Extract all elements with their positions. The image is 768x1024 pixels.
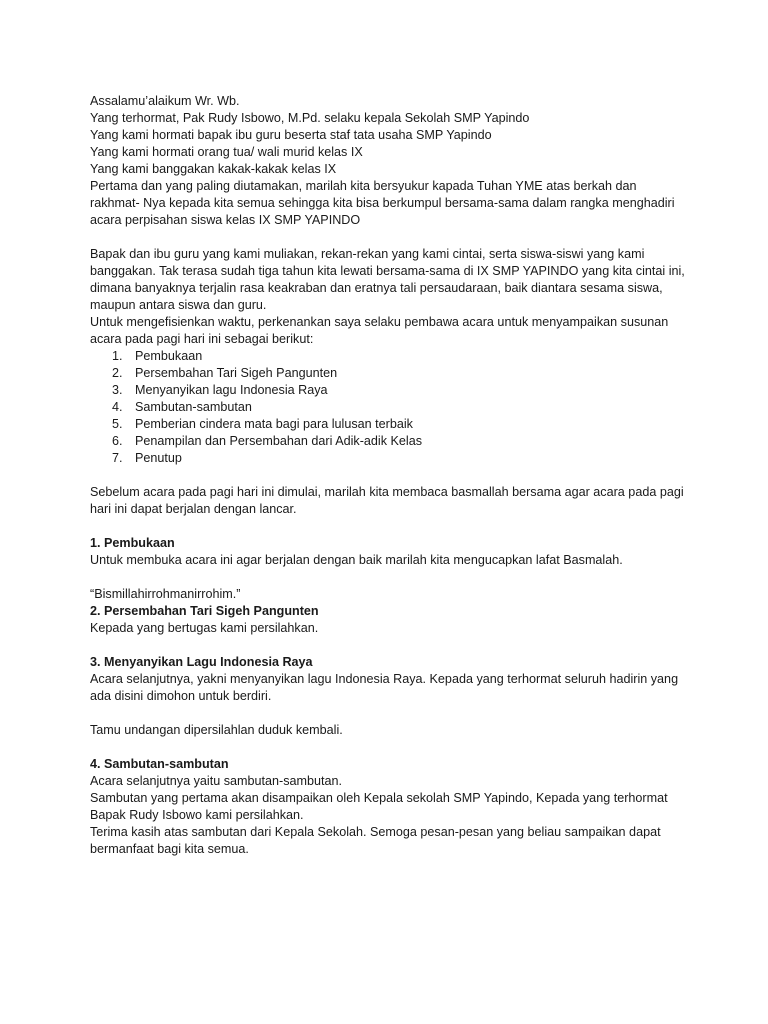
agenda-number: 2. [112,366,123,380]
greeting-line: Yang kami hormati orang tua/ wali murid kelas IX [90,145,363,159]
agenda-text: Pemberian cindera mata bagi para lulusan terbaik [135,417,413,431]
agenda-text: Persembahan Tari Sigeh Pangunten [135,366,338,380]
section-heading: 3. Menyanyikan Lagu Indonesia Raya [90,655,313,669]
paragraph-gap [90,739,690,756]
agenda-item [112,450,690,467]
paragraph-gap [90,569,690,586]
section-heading: 1. Pembukaan [90,536,175,550]
paragraph-line: maupun antara siswa dan guru. [90,298,267,312]
agenda-number: 1. [112,349,123,363]
paragraph-line: Bapak dan ibu guru yang kami muliakan, rekan-rekan yang kami cintai, serta siswa-siswi yang kami [90,247,645,261]
agenda-number: 7. [112,451,123,465]
greeting-line: Yang kami banggakan kakak-kakak kelas IX [90,162,337,176]
paragraph-gap [90,637,690,654]
agenda-text: Penutup [135,451,182,465]
paragraph-line: acara perpisahan siswa kelas IX SMP YAPINDO [90,213,361,227]
paragraph-line: Untuk mengefisienkan waktu, perkenankan saya selaku pembawa acara untuk menyampaikan susunan [90,315,669,329]
agenda-text: Penampilan dan Persembahan dari Adik-adik Kelas [135,434,423,448]
agenda-text: Menyanyikan lagu Indonesia Raya [135,383,328,397]
agenda-item [112,365,690,382]
agenda-number: 5. [112,417,123,431]
agenda-item [112,382,690,399]
section-pembukaan [90,535,690,603]
paragraph-line: Acara selanjutnya, yakni menyanyikan lagu Indonesia Raya. Kepada yang terhormat seluruh hadirin yang [90,672,679,686]
paragraph-line: Kepada yang bertugas kami persilahkan. [90,621,319,635]
greeting-line: Assalamu’alaikum Wr. Wb. [90,94,240,108]
paragraph-line: acara pada pagi hari ini sebagai berikut: [90,332,314,346]
agenda-item [112,416,690,433]
paragraph-line: Pertama dan yang paling diutamakan, marilah kita bersyukur kapada Tuhan YME atas berkah dan [90,179,637,193]
paragraph-line: banggakan. Tak terasa sudah tiga tahun kita lewati bersama-sama di IX SMP YAPINDO yang kita cintai ini, [90,264,685,278]
section-lagu-indonesia-raya [90,654,690,739]
greetings-block [90,93,690,178]
paragraph-line: Untuk membuka acara ini agar berjalan dengan baik marilah kita mengucapkan lafat Basmalah. [90,553,623,567]
agenda-item [112,348,690,365]
paragraph-line: Terima kasih atas sambutan dari Kepala Sekolah. Semoga pesan-pesan yang beliau sampaikan dapat [90,825,661,839]
paragraph-line: hari ini dapat berjalan dengan lancar. [90,502,297,516]
agenda-number: 3. [112,383,123,397]
paragraph-line: ada disini dimohon untuk berdiri. [90,689,272,703]
paragraph-line: Tamu undangan dipersilahlan duduk kembali. [90,723,343,737]
paragraph-gap [90,705,690,722]
section-heading: 4. Sambutan-sambutan [90,757,229,771]
paragraph-line: Sebelum acara pada pagi hari ini dimulai, marilah kita membaca basmallah bersama agar acara pada pagi [90,485,684,499]
paragraph-line: bermanfaat bagi kita semua. [90,842,249,856]
paragraph-gap [90,518,690,535]
paragraph-line: Bapak Rudy Isbowo kami persilahkan. [90,808,304,822]
paragraph-gap [90,229,690,246]
agenda-list [90,348,690,467]
agenda-intro [90,314,690,348]
section-sambutan [90,756,690,858]
address-paragraph [90,246,690,314]
paragraph-line: Acara selanjutnya yaitu sambutan-sambutan. [90,774,343,788]
paragraph-line: rakhmat- Nya kepada kita semua sehingga kita bisa berkumpul bersama-sama dalam rangka menghadiri [90,196,675,210]
document-body [90,93,690,858]
opening-paragraph [90,178,690,229]
basmallah-paragraph [90,484,690,518]
greeting-line: Yang terhormat, Pak Rudy Isbowo, M.Pd. selaku kepala Sekolah SMP Yapindo [90,111,530,125]
paragraph-line: Sambutan yang pertama akan disampaikan oleh Kepala sekolah SMP Yapindo, Kepada yang terhormat [90,791,668,805]
section-heading: 2. Persembahan Tari Sigeh Pangunten [90,604,319,618]
agenda-number: 6. [112,434,123,448]
paragraph-gap [90,467,690,484]
agenda-text: Pembukaan [135,349,203,363]
agenda-number: 4. [112,400,123,414]
quote-line: “Bismillahirrohmanirrohim.” [90,587,241,601]
agenda-item [112,433,690,450]
agenda-text: Sambutan-sambutan [135,400,252,414]
paragraph-line: dimana banyaknya terjalin rasa keakraban dan eratnya tali persaudaraan, baik diantara sesama siswa, [90,281,663,295]
greeting-line: Yang kami hormati bapak ibu guru beserta staf tata usaha SMP Yapindo [90,128,492,142]
section-persembahan [90,603,690,637]
agenda-item [112,399,690,416]
